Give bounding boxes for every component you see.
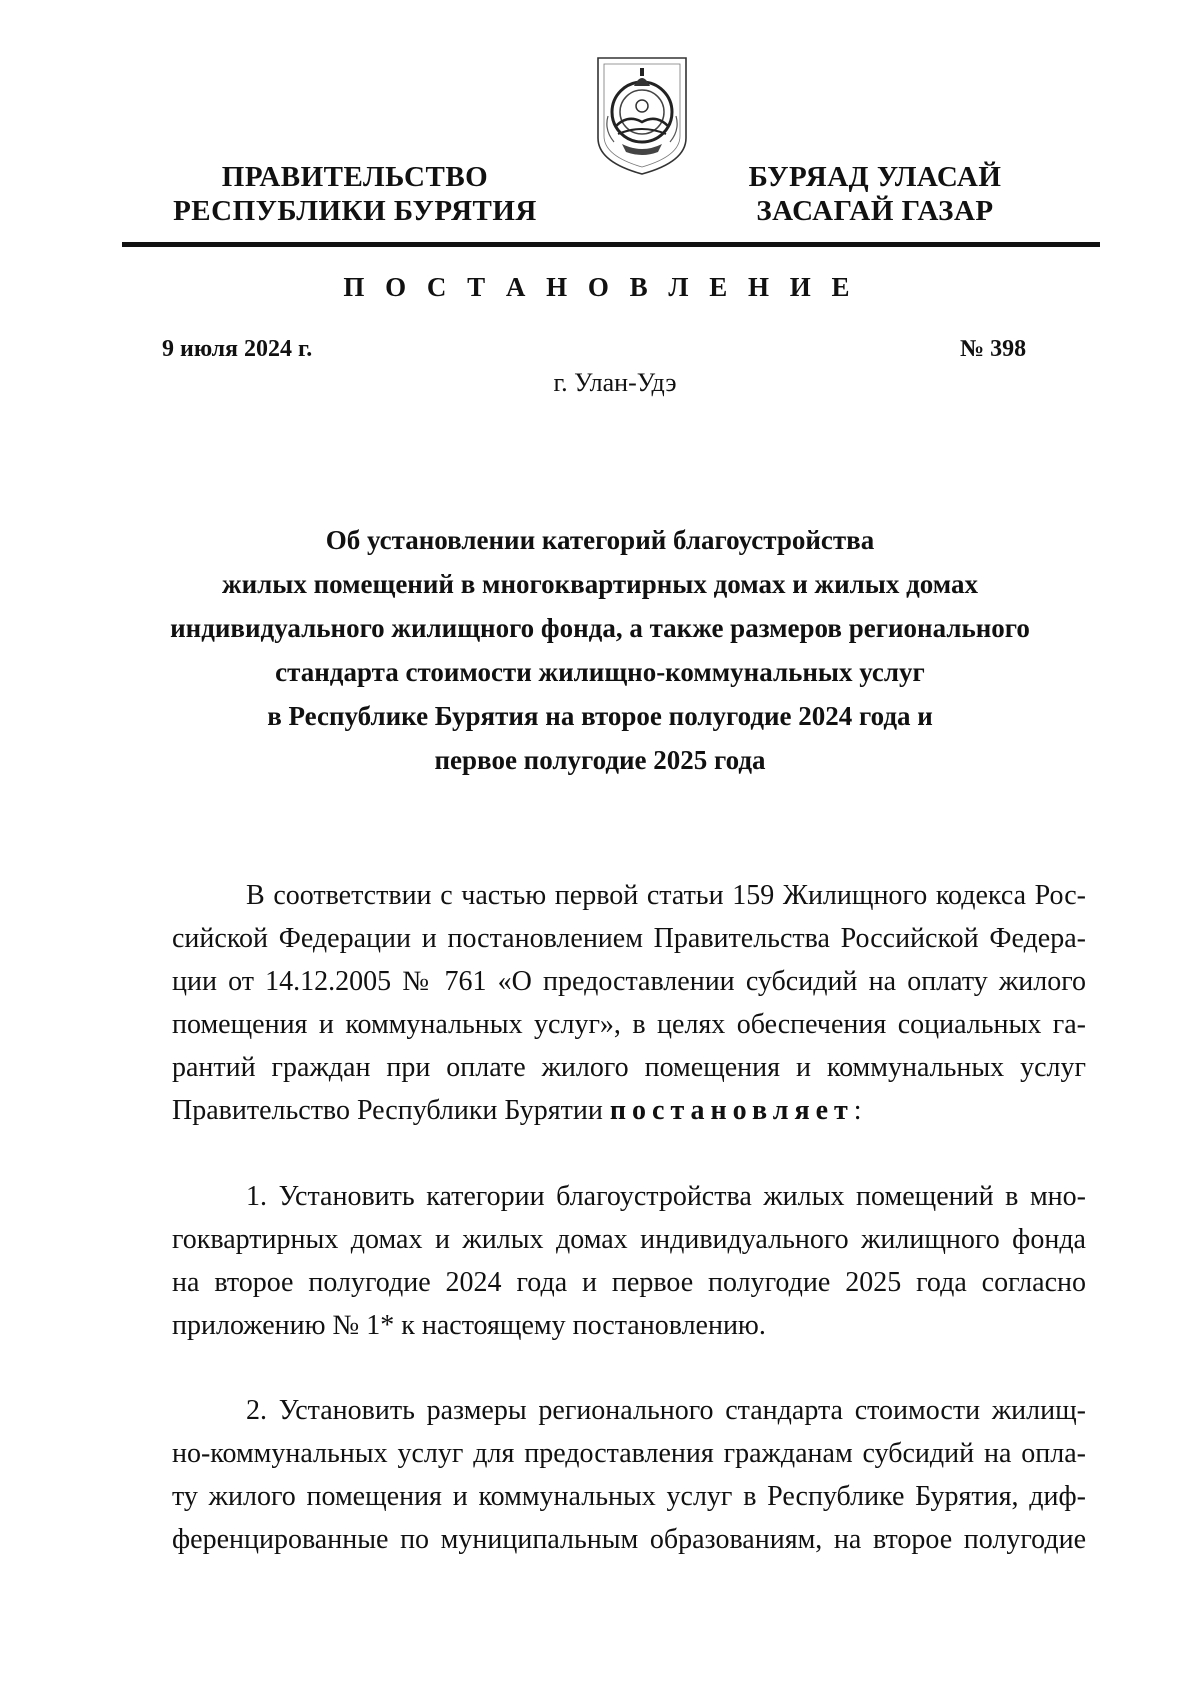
org-name-line: ЗАСАГАЙ ГАЗАР	[756, 195, 994, 227]
coat-of-arms-emblem	[594, 56, 690, 176]
paragraph-line: ции от 14.12.2005 № 761 «О предоставлении субсидий на оплату жилого	[172, 966, 1086, 997]
paragraph-line: но-коммунальных услуг для предоставления гражданам субсидий на опла-	[172, 1438, 1086, 1469]
paragraph-line: на второе полугодие 2024 года и первое полугодие 2025 года согласно	[172, 1267, 1086, 1298]
government-subject: Правительство Республики Бурятии	[172, 1095, 610, 1126]
org-name-line: БУРЯАД УЛАСАЙ	[748, 161, 1002, 193]
title-line: Об установлении категорий благоустройства	[325, 525, 875, 555]
preamble-paragraph	[172, 874, 1086, 1132]
org-name-russian	[160, 160, 550, 228]
paragraph-line: ту жилого помещения и коммунальных услуг в Республике Бурятия, диф-	[172, 1481, 1086, 1512]
item-1-paragraph	[172, 1175, 1086, 1347]
paragraph-line: сийской Федерации и постановлением Правительства Российской Федера-	[172, 923, 1086, 954]
title-line: жилых помещений в многоквартирных домах и жилых домах	[222, 569, 978, 599]
paragraph-line: гоквартирных домах и жилых домах индивидуального жилищного фонда	[172, 1224, 1086, 1255]
paragraph-line: приложению № 1* к настоящему постановлению.	[172, 1310, 766, 1341]
colon: :	[853, 1095, 862, 1126]
org-name-buryat	[725, 160, 1025, 228]
title-line: в Республике Бурятия на второе полугодие 2024 года и	[267, 701, 933, 731]
paragraph-line: ференцированные по муниципальным образованиям, на второе полугодие	[172, 1524, 1086, 1555]
title-line: стандарта стоимости жилищно-коммунальных услуг	[275, 657, 925, 687]
document-city: г. Улан-Удэ	[553, 368, 677, 397]
title-line: первое полугодие 2025 года	[434, 745, 766, 775]
paragraph-line: рантий граждан при оплате жилого помещения и коммунальных услуг	[172, 1052, 1086, 1083]
paragraph-line: В соответствии с частью первой статьи 159 Жилищного кодекса Рос-	[246, 880, 1086, 911]
paragraph-line: помещения и коммунальных услуг», в целях обеспечения социальных га-	[172, 1009, 1086, 1040]
document-title	[150, 518, 1050, 782]
org-name-line: РЕСПУБЛИКИ БУРЯТИЯ	[173, 195, 537, 227]
org-name-line: ПРАВИТЕЛЬСТВО	[221, 161, 489, 193]
decree-word: постановляет	[609, 1095, 854, 1126]
item-2-paragraph	[172, 1389, 1086, 1561]
paragraph-line: 2. Установить размеры регионального стандарта стоимости жилищ-	[246, 1395, 1086, 1426]
document-number: № 398	[960, 336, 1027, 362]
paragraph-line	[172, 1089, 1086, 1132]
title-line: индивидуального жилищного фонда, а также размеров регионального	[170, 613, 1030, 643]
document-date: 9 июля 2024 г.	[162, 336, 313, 362]
document-type: П О С Т А Н О В Л Е Н И Е	[343, 272, 857, 302]
header-divider	[122, 242, 1100, 247]
paragraph-line: 1. Установить категории благоустройства жилых помещений в мно-	[246, 1181, 1086, 1212]
